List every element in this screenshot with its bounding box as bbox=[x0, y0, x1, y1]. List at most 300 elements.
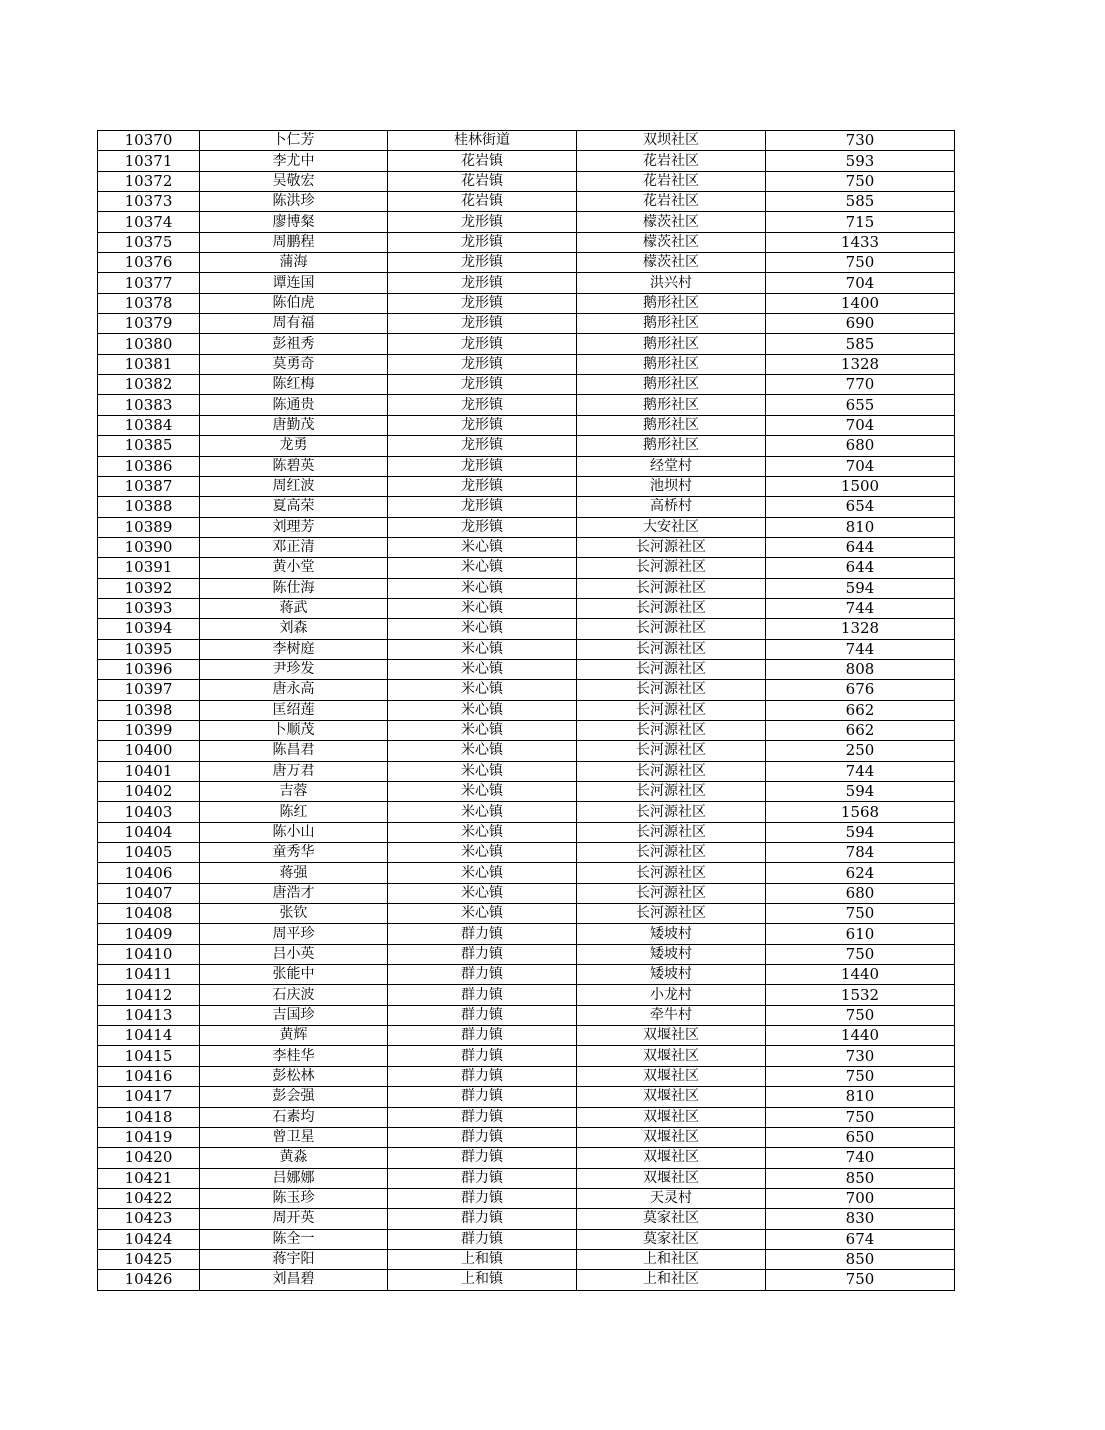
amount-cell: 784 bbox=[766, 843, 955, 863]
name-cell: 吕娜娜 bbox=[200, 1168, 388, 1188]
town-cell: 群力镇 bbox=[388, 1148, 577, 1168]
name-cell: 周有福 bbox=[200, 314, 388, 334]
village-cell: 高桥村 bbox=[577, 497, 766, 517]
table-row bbox=[98, 436, 955, 456]
village-cell: 双堰社区 bbox=[577, 1087, 766, 1107]
amount-cell: 655 bbox=[766, 395, 955, 415]
name-cell: 陈昌君 bbox=[200, 741, 388, 761]
id-cell: 10377 bbox=[98, 273, 200, 293]
village-cell: 矮坡村 bbox=[577, 965, 766, 985]
village-cell: 双堰社区 bbox=[577, 1127, 766, 1147]
town-cell: 龙形镇 bbox=[388, 497, 577, 517]
amount-cell: 704 bbox=[766, 456, 955, 476]
village-cell: 鹅形社区 bbox=[577, 314, 766, 334]
id-cell: 10394 bbox=[98, 619, 200, 639]
town-cell: 米心镇 bbox=[388, 904, 577, 924]
name-cell: 龙勇 bbox=[200, 436, 388, 456]
id-cell: 10389 bbox=[98, 517, 200, 537]
name-cell: 陈红 bbox=[200, 802, 388, 822]
town-cell: 群力镇 bbox=[388, 1188, 577, 1208]
name-cell: 唐永高 bbox=[200, 680, 388, 700]
name-cell: 匡绍莲 bbox=[200, 700, 388, 720]
table-row bbox=[98, 537, 955, 557]
amount-cell: 654 bbox=[766, 497, 955, 517]
name-cell: 陈伯虎 bbox=[200, 293, 388, 313]
table-row bbox=[98, 1270, 955, 1290]
id-cell: 10399 bbox=[98, 720, 200, 740]
id-cell: 10384 bbox=[98, 415, 200, 435]
table-row bbox=[98, 598, 955, 618]
id-cell: 10425 bbox=[98, 1249, 200, 1269]
village-cell: 双堰社区 bbox=[577, 1066, 766, 1086]
town-cell: 群力镇 bbox=[388, 944, 577, 964]
name-cell: 彭松林 bbox=[200, 1066, 388, 1086]
town-cell: 米心镇 bbox=[388, 639, 577, 659]
name-cell: 张能中 bbox=[200, 965, 388, 985]
id-cell: 10405 bbox=[98, 843, 200, 863]
amount-cell: 740 bbox=[766, 1148, 955, 1168]
village-cell: 上和社区 bbox=[577, 1270, 766, 1290]
table-row bbox=[98, 476, 955, 496]
id-cell: 10421 bbox=[98, 1168, 200, 1188]
town-cell: 米心镇 bbox=[388, 700, 577, 720]
id-cell: 10379 bbox=[98, 314, 200, 334]
table-row bbox=[98, 659, 955, 679]
amount-cell: 610 bbox=[766, 924, 955, 944]
town-cell: 群力镇 bbox=[388, 1066, 577, 1086]
village-cell: 牵牛村 bbox=[577, 1005, 766, 1025]
town-cell: 群力镇 bbox=[388, 1005, 577, 1025]
amount-cell: 250 bbox=[766, 741, 955, 761]
town-cell: 米心镇 bbox=[388, 659, 577, 679]
id-cell: 10418 bbox=[98, 1107, 200, 1127]
table-row bbox=[98, 415, 955, 435]
table-row bbox=[98, 456, 955, 476]
village-cell: 鹅形社区 bbox=[577, 415, 766, 435]
id-cell: 10370 bbox=[98, 131, 200, 151]
table-row bbox=[98, 395, 955, 415]
id-cell: 10413 bbox=[98, 1005, 200, 1025]
town-cell: 米心镇 bbox=[388, 822, 577, 842]
table-row bbox=[98, 192, 955, 212]
amount-cell: 750 bbox=[766, 944, 955, 964]
amount-cell: 730 bbox=[766, 131, 955, 151]
town-cell: 龙形镇 bbox=[388, 314, 577, 334]
id-cell: 10381 bbox=[98, 354, 200, 374]
id-cell: 10426 bbox=[98, 1270, 200, 1290]
amount-cell: 662 bbox=[766, 700, 955, 720]
id-cell: 10386 bbox=[98, 456, 200, 476]
table-row bbox=[98, 863, 955, 883]
village-cell: 长河源社区 bbox=[577, 782, 766, 802]
amount-cell: 704 bbox=[766, 273, 955, 293]
village-cell: 鹅形社区 bbox=[577, 293, 766, 313]
village-cell: 长河源社区 bbox=[577, 700, 766, 720]
town-cell: 米心镇 bbox=[388, 761, 577, 781]
id-cell: 10392 bbox=[98, 578, 200, 598]
amount-cell: 650 bbox=[766, 1127, 955, 1147]
id-cell: 10407 bbox=[98, 883, 200, 903]
amount-cell: 594 bbox=[766, 578, 955, 598]
table-row bbox=[98, 843, 955, 863]
village-cell: 鹅形社区 bbox=[577, 436, 766, 456]
name-cell: 石庆波 bbox=[200, 985, 388, 1005]
village-cell: 鹅形社区 bbox=[577, 334, 766, 354]
id-cell: 10393 bbox=[98, 598, 200, 618]
village-cell: 长河源社区 bbox=[577, 843, 766, 863]
name-cell: 吕小英 bbox=[200, 944, 388, 964]
id-cell: 10402 bbox=[98, 782, 200, 802]
amount-cell: 593 bbox=[766, 151, 955, 171]
id-cell: 10396 bbox=[98, 659, 200, 679]
table-row bbox=[98, 171, 955, 191]
id-cell: 10383 bbox=[98, 395, 200, 415]
village-cell: 长河源社区 bbox=[577, 822, 766, 842]
village-cell: 花岩社区 bbox=[577, 151, 766, 171]
town-cell: 米心镇 bbox=[388, 782, 577, 802]
record-table bbox=[97, 130, 955, 1291]
name-cell: 李树庭 bbox=[200, 639, 388, 659]
amount-cell: 770 bbox=[766, 375, 955, 395]
name-cell: 陈全一 bbox=[200, 1229, 388, 1249]
id-cell: 10395 bbox=[98, 639, 200, 659]
amount-cell: 680 bbox=[766, 883, 955, 903]
table-row bbox=[98, 883, 955, 903]
amount-cell: 704 bbox=[766, 415, 955, 435]
amount-cell: 594 bbox=[766, 782, 955, 802]
id-cell: 10410 bbox=[98, 944, 200, 964]
amount-cell: 730 bbox=[766, 1046, 955, 1066]
town-cell: 米心镇 bbox=[388, 558, 577, 578]
id-cell: 10390 bbox=[98, 537, 200, 557]
village-cell: 洪兴村 bbox=[577, 273, 766, 293]
amount-cell: 594 bbox=[766, 822, 955, 842]
table-row bbox=[98, 1127, 955, 1147]
amount-cell: 744 bbox=[766, 598, 955, 618]
amount-cell: 1400 bbox=[766, 293, 955, 313]
village-cell: 长河源社区 bbox=[577, 761, 766, 781]
table-row bbox=[98, 131, 955, 151]
name-cell: 廖博粲 bbox=[200, 212, 388, 232]
table-row bbox=[98, 375, 955, 395]
village-cell: 长河源社区 bbox=[577, 720, 766, 740]
table-row bbox=[98, 1066, 955, 1086]
village-cell: 莫家社区 bbox=[577, 1209, 766, 1229]
amount-cell: 810 bbox=[766, 517, 955, 537]
amount-cell: 1500 bbox=[766, 476, 955, 496]
amount-cell: 1328 bbox=[766, 354, 955, 374]
name-cell: 黄辉 bbox=[200, 1026, 388, 1046]
amount-cell: 850 bbox=[766, 1168, 955, 1188]
id-cell: 10382 bbox=[98, 375, 200, 395]
table-row bbox=[98, 761, 955, 781]
village-cell: 花岩社区 bbox=[577, 171, 766, 191]
amount-cell: 1440 bbox=[766, 1026, 955, 1046]
name-cell: 卜顺茂 bbox=[200, 720, 388, 740]
amount-cell: 585 bbox=[766, 334, 955, 354]
table-row bbox=[98, 558, 955, 578]
name-cell: 谭连国 bbox=[200, 273, 388, 293]
village-cell: 长河源社区 bbox=[577, 598, 766, 618]
town-cell: 龙形镇 bbox=[388, 232, 577, 252]
table-row bbox=[98, 1209, 955, 1229]
record-table-body bbox=[98, 131, 955, 1291]
name-cell: 吴敬宏 bbox=[200, 171, 388, 191]
id-cell: 10423 bbox=[98, 1209, 200, 1229]
town-cell: 上和镇 bbox=[388, 1249, 577, 1269]
name-cell: 黄淼 bbox=[200, 1148, 388, 1168]
name-cell: 蒋强 bbox=[200, 863, 388, 883]
town-cell: 龙形镇 bbox=[388, 375, 577, 395]
table-row bbox=[98, 354, 955, 374]
name-cell: 李尤中 bbox=[200, 151, 388, 171]
village-cell: 大安社区 bbox=[577, 517, 766, 537]
village-cell: 长河源社区 bbox=[577, 904, 766, 924]
table-row bbox=[98, 1188, 955, 1208]
name-cell: 陈洪珍 bbox=[200, 192, 388, 212]
table-row bbox=[98, 1046, 955, 1066]
amount-cell: 1440 bbox=[766, 965, 955, 985]
name-cell: 黄小堂 bbox=[200, 558, 388, 578]
id-cell: 10391 bbox=[98, 558, 200, 578]
name-cell: 夏高荣 bbox=[200, 497, 388, 517]
amount-cell: 690 bbox=[766, 314, 955, 334]
id-cell: 10373 bbox=[98, 192, 200, 212]
id-cell: 10380 bbox=[98, 334, 200, 354]
id-cell: 10385 bbox=[98, 436, 200, 456]
town-cell: 花岩镇 bbox=[388, 192, 577, 212]
amount-cell: 624 bbox=[766, 863, 955, 883]
name-cell: 莫勇奇 bbox=[200, 354, 388, 374]
town-cell: 群力镇 bbox=[388, 1107, 577, 1127]
name-cell: 陈仕海 bbox=[200, 578, 388, 598]
name-cell: 刘森 bbox=[200, 619, 388, 639]
town-cell: 群力镇 bbox=[388, 1168, 577, 1188]
town-cell: 群力镇 bbox=[388, 1127, 577, 1147]
amount-cell: 680 bbox=[766, 436, 955, 456]
amount-cell: 715 bbox=[766, 212, 955, 232]
town-cell: 群力镇 bbox=[388, 1046, 577, 1066]
village-cell: 长河源社区 bbox=[577, 741, 766, 761]
name-cell: 刘昌碧 bbox=[200, 1270, 388, 1290]
town-cell: 花岩镇 bbox=[388, 171, 577, 191]
town-cell: 龙形镇 bbox=[388, 334, 577, 354]
town-cell: 米心镇 bbox=[388, 598, 577, 618]
table-row bbox=[98, 497, 955, 517]
name-cell: 唐万君 bbox=[200, 761, 388, 781]
village-cell: 长河源社区 bbox=[577, 639, 766, 659]
amount-cell: 750 bbox=[766, 1107, 955, 1127]
amount-cell: 644 bbox=[766, 537, 955, 557]
village-cell: 长河源社区 bbox=[577, 802, 766, 822]
table-row bbox=[98, 904, 955, 924]
amount-cell: 830 bbox=[766, 1209, 955, 1229]
table-row bbox=[98, 1229, 955, 1249]
amount-cell: 1568 bbox=[766, 802, 955, 822]
town-cell: 龙形镇 bbox=[388, 212, 577, 232]
village-cell: 鹅形社区 bbox=[577, 354, 766, 374]
table-row bbox=[98, 334, 955, 354]
village-cell: 长河源社区 bbox=[577, 863, 766, 883]
village-cell: 双堰社区 bbox=[577, 1046, 766, 1066]
town-cell: 龙形镇 bbox=[388, 395, 577, 415]
id-cell: 10406 bbox=[98, 863, 200, 883]
name-cell: 蒋武 bbox=[200, 598, 388, 618]
table-row bbox=[98, 253, 955, 273]
id-cell: 10424 bbox=[98, 1229, 200, 1249]
name-cell: 吉国珍 bbox=[200, 1005, 388, 1025]
village-cell: 长河源社区 bbox=[577, 680, 766, 700]
village-cell: 天灵村 bbox=[577, 1188, 766, 1208]
id-cell: 10398 bbox=[98, 700, 200, 720]
town-cell: 群力镇 bbox=[388, 985, 577, 1005]
table-row bbox=[98, 212, 955, 232]
village-cell: 花岩社区 bbox=[577, 192, 766, 212]
table-row bbox=[98, 741, 955, 761]
id-cell: 10411 bbox=[98, 965, 200, 985]
village-cell: 矮坡村 bbox=[577, 944, 766, 964]
town-cell: 龙形镇 bbox=[388, 253, 577, 273]
town-cell: 群力镇 bbox=[388, 1209, 577, 1229]
village-cell: 池坝村 bbox=[577, 476, 766, 496]
id-cell: 10375 bbox=[98, 232, 200, 252]
village-cell: 矮坡村 bbox=[577, 924, 766, 944]
id-cell: 10409 bbox=[98, 924, 200, 944]
name-cell: 陈小山 bbox=[200, 822, 388, 842]
town-cell: 龙形镇 bbox=[388, 517, 577, 537]
id-cell: 10372 bbox=[98, 171, 200, 191]
amount-cell: 750 bbox=[766, 1066, 955, 1086]
town-cell: 群力镇 bbox=[388, 965, 577, 985]
name-cell: 周鹏程 bbox=[200, 232, 388, 252]
table-row bbox=[98, 700, 955, 720]
id-cell: 10419 bbox=[98, 1127, 200, 1147]
table-row bbox=[98, 314, 955, 334]
town-cell: 米心镇 bbox=[388, 741, 577, 761]
town-cell: 群力镇 bbox=[388, 1026, 577, 1046]
village-cell: 双堰社区 bbox=[577, 1026, 766, 1046]
amount-cell: 674 bbox=[766, 1229, 955, 1249]
town-cell: 米心镇 bbox=[388, 883, 577, 903]
village-cell: 檬茨社区 bbox=[577, 212, 766, 232]
table-row bbox=[98, 639, 955, 659]
town-cell: 花岩镇 bbox=[388, 151, 577, 171]
amount-cell: 1433 bbox=[766, 232, 955, 252]
table-row bbox=[98, 802, 955, 822]
town-cell: 群力镇 bbox=[388, 1087, 577, 1107]
town-cell: 米心镇 bbox=[388, 578, 577, 598]
name-cell: 李桂华 bbox=[200, 1046, 388, 1066]
village-cell: 长河源社区 bbox=[577, 558, 766, 578]
name-cell: 刘理芳 bbox=[200, 517, 388, 537]
id-cell: 10376 bbox=[98, 253, 200, 273]
town-cell: 米心镇 bbox=[388, 680, 577, 700]
village-cell: 经堂村 bbox=[577, 456, 766, 476]
id-cell: 10403 bbox=[98, 802, 200, 822]
town-cell: 上和镇 bbox=[388, 1270, 577, 1290]
id-cell: 10420 bbox=[98, 1148, 200, 1168]
name-cell: 陈通贵 bbox=[200, 395, 388, 415]
amount-cell: 585 bbox=[766, 192, 955, 212]
table-row bbox=[98, 944, 955, 964]
table-row bbox=[98, 924, 955, 944]
id-cell: 10401 bbox=[98, 761, 200, 781]
amount-cell: 750 bbox=[766, 171, 955, 191]
name-cell: 周红波 bbox=[200, 476, 388, 496]
amount-cell: 1532 bbox=[766, 985, 955, 1005]
town-cell: 龙形镇 bbox=[388, 436, 577, 456]
town-cell: 龙形镇 bbox=[388, 273, 577, 293]
name-cell: 童秀华 bbox=[200, 843, 388, 863]
town-cell: 群力镇 bbox=[388, 924, 577, 944]
table-row bbox=[98, 1107, 955, 1127]
village-cell: 檬茨社区 bbox=[577, 253, 766, 273]
id-cell: 10412 bbox=[98, 985, 200, 1005]
amount-cell: 750 bbox=[766, 1270, 955, 1290]
name-cell: 彭会强 bbox=[200, 1087, 388, 1107]
id-cell: 10422 bbox=[98, 1188, 200, 1208]
id-cell: 10404 bbox=[98, 822, 200, 842]
town-cell: 米心镇 bbox=[388, 537, 577, 557]
town-cell: 龙形镇 bbox=[388, 293, 577, 313]
town-cell: 米心镇 bbox=[388, 619, 577, 639]
name-cell: 张钦 bbox=[200, 904, 388, 924]
village-cell: 双堰社区 bbox=[577, 1107, 766, 1127]
name-cell: 陈红梅 bbox=[200, 375, 388, 395]
town-cell: 龙形镇 bbox=[388, 354, 577, 374]
name-cell: 唐浩才 bbox=[200, 883, 388, 903]
name-cell: 尹珍发 bbox=[200, 659, 388, 679]
name-cell: 唐勤茂 bbox=[200, 415, 388, 435]
amount-cell: 1328 bbox=[766, 619, 955, 639]
village-cell: 长河源社区 bbox=[577, 578, 766, 598]
town-cell: 龙形镇 bbox=[388, 456, 577, 476]
name-cell: 陈玉珍 bbox=[200, 1188, 388, 1208]
id-cell: 10408 bbox=[98, 904, 200, 924]
table-row bbox=[98, 619, 955, 639]
name-cell: 周平珍 bbox=[200, 924, 388, 944]
table-row bbox=[98, 517, 955, 537]
village-cell: 双堰社区 bbox=[577, 1148, 766, 1168]
amount-cell: 810 bbox=[766, 1087, 955, 1107]
table-row bbox=[98, 293, 955, 313]
id-cell: 10416 bbox=[98, 1066, 200, 1086]
name-cell: 彭祖秀 bbox=[200, 334, 388, 354]
id-cell: 10397 bbox=[98, 680, 200, 700]
id-cell: 10415 bbox=[98, 1046, 200, 1066]
id-cell: 10371 bbox=[98, 151, 200, 171]
table-row bbox=[98, 273, 955, 293]
id-cell: 10378 bbox=[98, 293, 200, 313]
village-cell: 上和社区 bbox=[577, 1249, 766, 1269]
village-cell: 鹅形社区 bbox=[577, 395, 766, 415]
table-row bbox=[98, 720, 955, 740]
table-row bbox=[98, 965, 955, 985]
table-row bbox=[98, 782, 955, 802]
table-row bbox=[98, 1005, 955, 1025]
town-cell: 米心镇 bbox=[388, 720, 577, 740]
table-row bbox=[98, 822, 955, 842]
id-cell: 10414 bbox=[98, 1026, 200, 1046]
id-cell: 10417 bbox=[98, 1087, 200, 1107]
name-cell: 陈碧英 bbox=[200, 456, 388, 476]
town-cell: 龙形镇 bbox=[388, 415, 577, 435]
table-row bbox=[98, 1087, 955, 1107]
table-row bbox=[98, 578, 955, 598]
amount-cell: 676 bbox=[766, 680, 955, 700]
table-row bbox=[98, 1148, 955, 1168]
table-row bbox=[98, 680, 955, 700]
